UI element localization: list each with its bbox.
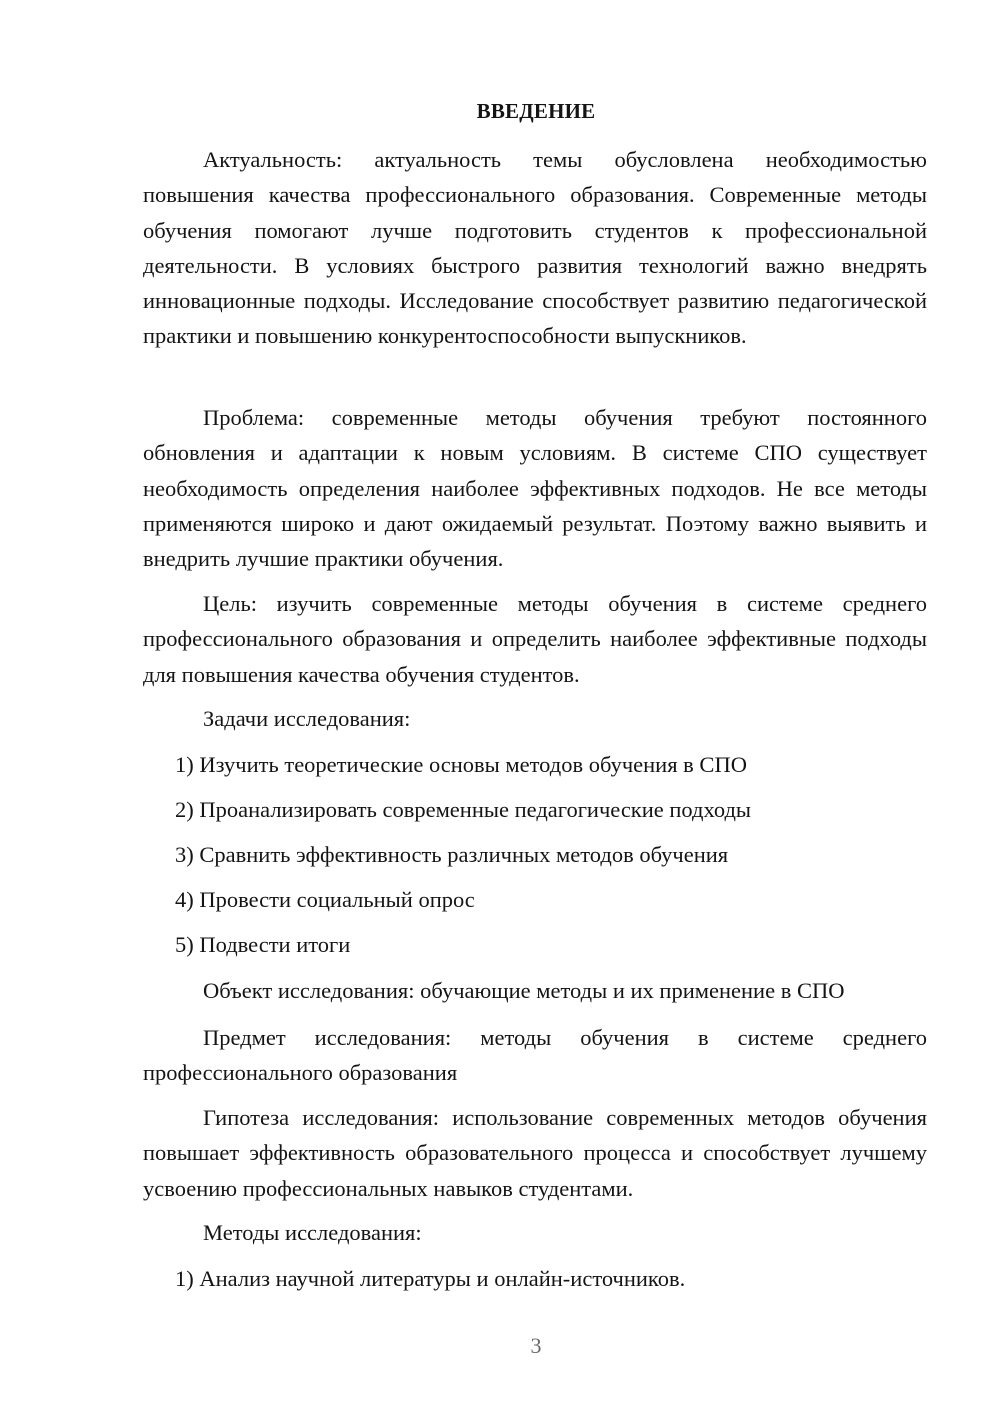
page-number: 3 (530, 1333, 542, 1358)
task-item: 4) Провести социальный опрос (175, 887, 475, 912)
method-item: 1) Анализ научной литературы и онлайн-источников. (175, 1266, 686, 1291)
methods-label: Методы исследования: (203, 1220, 422, 1245)
hypothesis-paragraph: Гипотеза исследования: использование современных методов обучения повышает эффективность образовательного процесса и способствует лучшему усвоению профессиональных навыков студентами. (143, 1105, 927, 1201)
object-paragraph: Объект исследования: обучающие методы и их применение в СПО (203, 978, 845, 1003)
relevance-paragraph: Актуальность: актуальность темы обусловлена необходимостью повышения качества профессионального образования. Современные методы обучения помогают лучше подготовить студентов к профессиональной деятельности. В условиях быстрого развития технологий важно внедрять инновационные подходы. Исследование способствует развитию педагогической практики и повышению конкурентоспособности выпускников. (143, 147, 927, 349)
section-heading: ВВЕДЕНИЕ (476, 99, 596, 123)
problem-paragraph: Проблема: современные методы обучения требуют постоянного обновления и адаптации к новым условиям. В системе СПО существует необходимость определения наиболее эффективных подходов. Не все методы применяются широко и дают ожидаемый результат. Поэтому важно выявить и внедрить лучшие практики обучения. (143, 405, 927, 572)
tasks-label: Задачи исследования: (203, 706, 411, 731)
task-item: 5) Подвести итоги (175, 932, 351, 957)
subject-paragraph: Предмет исследования: методы обучения в системе среднего профессионального образования (143, 1025, 927, 1086)
task-item: 3) Сравнить эффективность различных методов обучения (175, 842, 729, 867)
task-item: 2) Проанализировать современные педагогические подходы (175, 797, 752, 822)
task-item: 1) Изучить теоретические основы методов обучения в СПО (175, 752, 747, 777)
goal-paragraph: Цель: изучить современные методы обучения в системе среднего профессионального образования и определить наиболее эффективные подходы для повышения качества обучения студентов. (143, 591, 927, 687)
